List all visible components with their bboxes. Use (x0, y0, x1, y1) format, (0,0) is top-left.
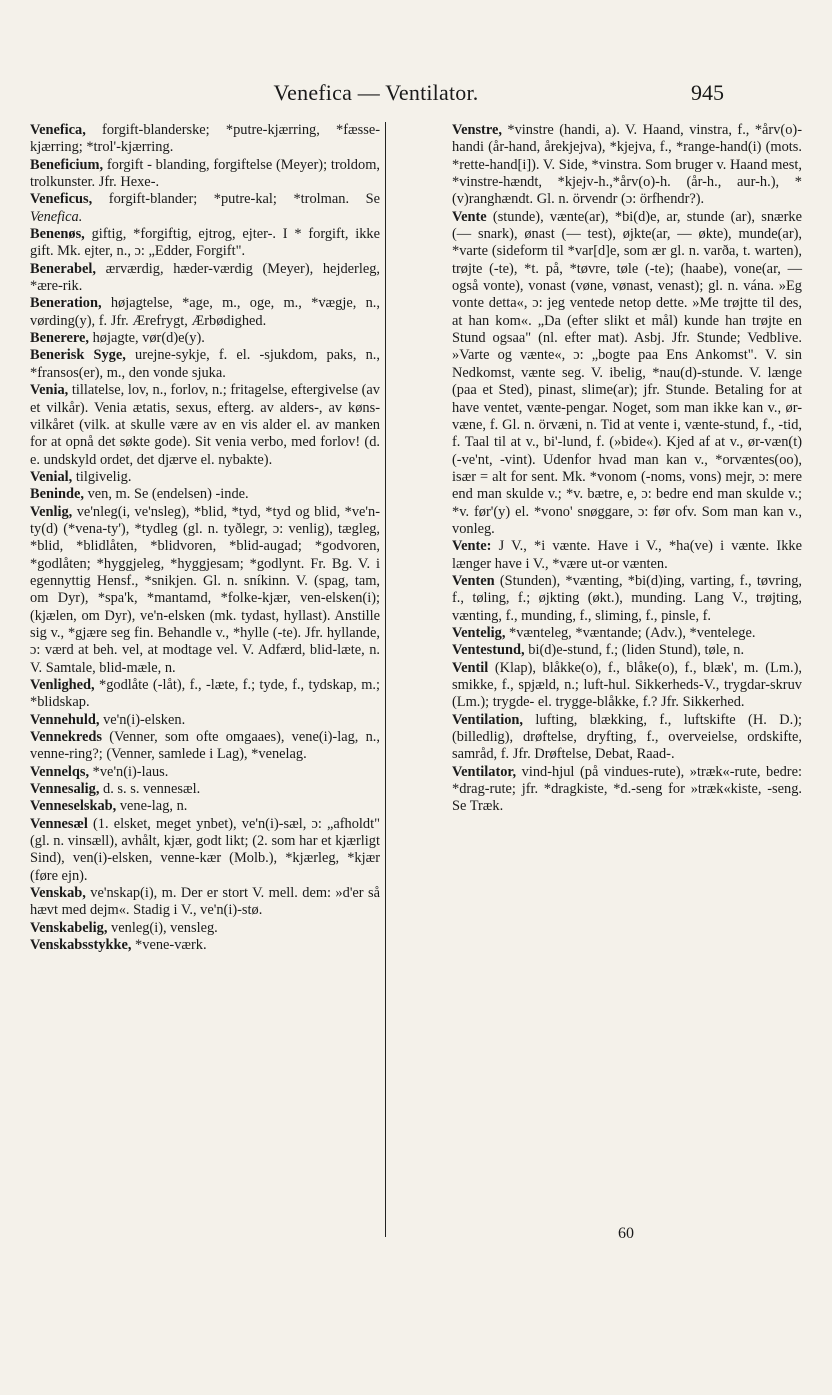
entry-headword: Vennekreds (30, 729, 102, 746)
entry-headword: Veneficus, (30, 191, 93, 208)
entry-headword: Ventilator, (452, 763, 517, 780)
page-number: 945 (691, 80, 724, 105)
right-column (452, 122, 802, 955)
dictionary-entry (452, 625, 802, 642)
entry-definition: (stunde), vænte(ar), *bi(d)e, ar, stunde (ar), snærke (— snark), ønast (— test), øjkte(ar, — økte), munde(ar), *varte (sideform til *var[d]e, som ær gl. n. varða, t. warten), trøjte (-te), *t. på, *tøvre, tøle (-te); (haabe), vone(ar, — også vonte), vonast (vøne, vønast, venast); gl. n. vána. »Eg vonte detta«, ɔ: jeg ventede netop dette. »Me trøjtte til des, at han kom«. „Da (efter slikt et mål) kunde han trøjte en Stund ogsaa" (nl. efter mat). Asbj. Jfr. Stunde; Vedblive. »Varte og vænte«, ɔ: „bogte paa Ens Ankomst". V. sin Nedkomst, vænte seg. V. ibelig, *nau(d)-stunde. V. længe (paa et Sted), pinast, slime(ar); jfr. Stunde. Betaling for at have ventet, vænte-pengar. Noget, som man ikke kan v., ør-væne, f. Gl. n. örvæni, n. Tid at vente i, vænte-stund, f., -tid, f. Taal til at v., bi'-lund, f. (»bide«). Kjed af at v., ør-væn(t) (-ve'nt, -vint). Udenfor hvad man kan v., *orvæntes(oo), især = alt for sent. Mk. *vonom (-noms, vons) mejr, ɔ: mere end man skulde v.; *v. bætre, e, ɔ: bedre end man skulde v.; *v. før'(y) el. *vono' snøggare, ɔ: før ofv. Som man kan v., vonleg. (452, 208, 802, 537)
entry-headword: Ventestund, (452, 642, 525, 659)
running-title: Venefica — Ventilator. (273, 80, 479, 105)
entry-headword: Venefica, (30, 122, 86, 138)
entry-headword: Vennehuld, (30, 711, 100, 728)
entry-definition: venleg(i), vensleg. (107, 919, 218, 936)
dictionary-entry (30, 885, 380, 920)
dictionary-entry (30, 295, 380, 330)
entry-headword: Venstre, (452, 122, 502, 138)
entry-definition: vene-lag, n. (116, 798, 188, 815)
dictionary-entry (452, 660, 802, 712)
entry-headword: Ventilation, (452, 711, 524, 728)
entry-definition: ve'n(i)-elsken. (99, 711, 186, 728)
entry-headword: Vente: (452, 538, 492, 555)
entry-headword: Benenøs, (30, 226, 85, 243)
entry-definition: bi(d)e-stund, f.; (liden Stund), tøle, n. (524, 642, 745, 659)
entry-definition: lufting, blækking, f., luftskifte (H. D.); (billedlig), drøftelse, dryfting, f., overveielse, ordskifte, samråd, f. Jfr. Drøftelse, Debat, Raad-. (452, 711, 802, 763)
entry-definition: ven, m. Se (endelsen) -inde. (83, 486, 249, 503)
dictionary-entry (30, 677, 380, 712)
entry-headword: Venskab, (30, 885, 86, 902)
entry-definition: tilgivelig. (72, 468, 132, 485)
entry-headword: Vente (452, 208, 487, 225)
entry-headword: Venial, (30, 468, 73, 485)
entry-headword: Vennelqs, (30, 763, 90, 780)
entry-headword: Venskabsstykke, (30, 937, 132, 954)
entry-cross-reference: Venefica. (30, 208, 83, 225)
dictionary-entry (30, 191, 380, 226)
dictionary-entry (30, 261, 380, 296)
dictionary-entry (452, 209, 802, 539)
entry-definition: *vænteleg, *væntande; (Adv.), *ventelege. (505, 624, 756, 641)
dictionary-entry (30, 157, 380, 192)
dictionary-entry (452, 538, 802, 573)
dictionary-entry (30, 382, 380, 469)
entry-headword: Venlig, (30, 503, 73, 520)
dictionary-entry (30, 226, 380, 261)
dictionary-entry (30, 347, 380, 382)
entry-headword: Ventelig, (452, 624, 506, 641)
entry-headword: Benerere, (30, 330, 90, 347)
dictionary-entry (452, 764, 802, 816)
entry-definition: (Klap), blåkke(o), f., blåke(o), f., blæk', m. (Lm.), smikke, f., spjæld, n.; luft-hul. Sikkerheds-V., trygdar-skruv (Lm.); trygde- el. trygge-blåkke, f.? Jfr. Sikkerhed. (452, 659, 802, 711)
entry-definition: urejne-sykje, f. el. -sjukdom, paks, n., *fransos(er), m., den vonde sjuka. (30, 347, 381, 381)
dictionary-entry (30, 798, 380, 815)
entry-headword: Venskabelig, (30, 919, 108, 936)
dictionary-entry (30, 469, 380, 486)
dictionary-entry (452, 712, 802, 764)
entry-headword: Ventil (452, 659, 489, 676)
dictionary-entry (30, 712, 380, 729)
dictionary-entry (30, 937, 380, 954)
entry-headword: Venneselskab, (30, 798, 117, 815)
dictionary-entry (452, 122, 802, 209)
entry-headword: Venlighed, (30, 677, 95, 693)
signature-mark: 60 (618, 1225, 634, 1242)
entry-definition: ve'nskap(i), m. Der er stort V. mell. dem: »d'er så hævt med dejm«. Stadig i V., ve'n(i)-stø. (30, 885, 380, 919)
entry-definition: forgift-blanderske; *putre-kjærring, *fæsse-kjærring; *trol'-kjærring. (30, 122, 380, 156)
entry-headword: Benerabel, (30, 260, 96, 277)
entry-definition: højagte, vør(d)e(y). (89, 330, 205, 347)
entry-definition: d. s. s. vennesæl. (99, 781, 201, 798)
entry-definition: vind-hjul (på vindues-rute), »træk«-rute, bedre: *drag-rute; jfr. *dragkiste, *d.-seng for »træk«kiste, -seng. Se Træk. (452, 763, 802, 815)
entry-definition: forgift - blanding, forgiftelse (Meyer); troldom, trolkunster. Jfr. Hexe-. (30, 156, 380, 191)
entry-headword: Venten (452, 572, 495, 589)
entry-headword: Vennesalig, (30, 781, 100, 798)
dictionary-entry (30, 122, 380, 157)
dictionary-entry (452, 642, 802, 659)
entry-definition: *vene-værk. (131, 937, 207, 954)
dictionary-entry (30, 729, 380, 764)
entry-headword: Benerisk Syge, (30, 347, 126, 364)
entry-definition: (1. elsket, meget ynbet), ve'n(i)-sæl, ɔ: „afholdt" (gl. n. vinsæll), avhålt, kjær, godt likt; (2. som har et kjærligt Sind), ven(i)-elsken, venne-kær (Molb.), *kjærleg, *kjær (føre ejn). (30, 815, 380, 884)
dictionary-entry (30, 920, 380, 937)
two-column-body (30, 122, 802, 955)
dictionary-entry (30, 816, 380, 885)
entry-definition: *godlåte (-låt), f., -læte, f.; tyde, f., tydskap, m.; *blidskap. (30, 677, 380, 711)
entry-definition: (Venner, som ofte omgaaes), vene(i)-lag, n., venne-ring?; (Venner, samlede i Lag), *venelag. (30, 729, 380, 763)
entry-headword: Beneficium, (30, 156, 104, 173)
left-column (30, 122, 380, 955)
entry-definition: tillatelse, lov, n., forlov, n.; fritagelse, eftergivelse (av et vilkår). Venia ætatis, sexus, efterg. av alders-, av køns-vilkåret (vilk. at skulle være av en vis alder el. av manken for at opnå det søkte gode). Sit venia verbo, med forlov! (d. e. undskyld ordet, det djærve el. nybakte). (30, 382, 380, 468)
entry-headword: Beninde, (30, 486, 84, 503)
entry-definition: giftig, *forgiftig, ejtrog, ejter-. I * forgift, ikke gift. Mk. ejter, n., ɔ: „Edder, Forgift". (30, 226, 380, 260)
entry-definition: (Stunden), *vænting, *bi(d)ing, varting, f., tøvring, f., tøling, f.; øjkting (økt.), munding. Lang V., trøjting, vænting, f., munding, f., sliming, f., pinsle, f. (452, 572, 802, 624)
dictionary-entry (30, 781, 380, 798)
column-divider (385, 122, 386, 1237)
entry-headword: Beneration, (30, 295, 102, 312)
dictionary-entry (452, 573, 802, 625)
entry-definition: *ve'n(i)-laus. (89, 763, 169, 780)
entry-definition: ærværdig, hæder-værdig (Meyer), hejderleg, *ære-rik. (30, 260, 380, 295)
dictionary-entry (30, 504, 380, 677)
entry-headword: Vennesæl (30, 815, 88, 832)
entry-definition: forgift-blander; *putre-kal; *trolman. Se (92, 191, 380, 208)
entry-definition: ve'nleg(i, ve'nsleg), *blid, *tyd, *tyd og blid, *ve'n-ty(d) (*vena-ty'), *tydleg (gl. n. tyðlegr, ɔ: venlig), tægleg, *blid, *blidlåten, *blidvoren, *blid-augad; *godvoren, *godlåten; *hyggjeleg, *hyggjesam; *godlynt. Fr. Bg. V. i egennyttig Hensf., *snikjen. Gl. n. sníkinn. V. (spag, tam, om Dyr), *spa'k, *mantamd, *folke-kjær, ven-elsken(i); (kjælen, om Dyr), ve'n-elsken (mk. tydast, hyllast). Anstille sig v., *gjære seg fin. Behandle v., *hylle (-te). Jfr. hyllande, ɔ: værd at beh. vel, at modtage vel. V. Adfærd, blid-læte, n. V. Samtale, blid-mæle, n. (30, 503, 380, 676)
dictionary-entry (30, 764, 380, 781)
entry-definition: højagtelse, *age, m., oge, m., *vægje, n., vørding(y), f. Jfr. Ærefrygt, Ærbødighed. (30, 295, 380, 329)
entry-definition: *vinstre (handi, a). V. Haand, vinstra, f., *årv(o)-handi (år-hand, årekjejva), *kjejva, f., *range-hand(i) (mots. *rette-hand[i]). V. Side, *vinstra. Som bruger v. Haand mest, *vinstre-hændt, *kjejv-h.,*årv(o)-h. (år-h., aur-h.), *(v)ranghændt. Gl. n. örvendr (ɔ: örfhendr?). (452, 122, 802, 208)
dictionary-entry (30, 330, 380, 347)
entry-headword: Venia, (30, 382, 69, 399)
entry-definition: J V., *i vænte. Have i V., *ha(ve) i vænte. Ikke længer have i V., *være ut-or vænten. (452, 538, 802, 572)
dictionary-entry (30, 486, 380, 503)
